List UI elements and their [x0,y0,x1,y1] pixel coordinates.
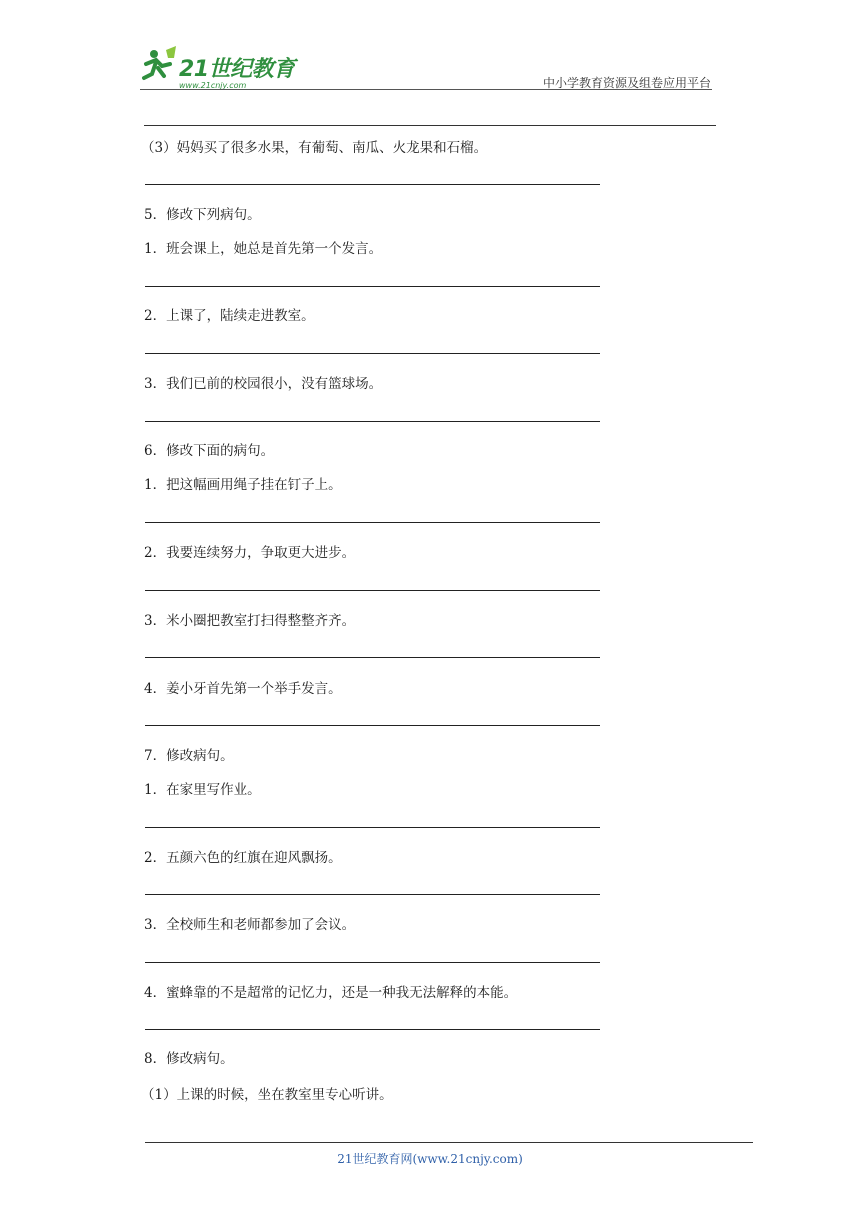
platform-label: 中小学教育资源及组卷应用平台 [542,76,711,90]
question-item: 3．全校师生和老师都参加了会议。 [144,917,356,933]
answer-line[interactable] [145,286,600,287]
question-item: 4．姜小牙首先第一个举手发言。 [144,681,342,697]
question-item: 1．在家里写作业。 [144,782,261,798]
question-item: 2．五颜六色的红旗在迎风飘扬。 [144,850,342,866]
question-heading: 5．修改下列病句。 [144,207,261,223]
answer-line[interactable] [145,894,600,895]
answer-line[interactable] [145,590,600,591]
header-divider [140,89,712,90]
page-header [140,40,715,90]
question-item: 4．蜜蜂靠的不是超常的记忆力，还是一种我无法解释的本能。 [144,985,518,1001]
runner-logo-icon [140,44,180,84]
answer-line[interactable] [145,184,600,185]
question-item: 3．我们已前的校园很小，没有篮球场。 [144,376,383,392]
question-item: 2．我要连续努力，争取更大进步。 [144,545,356,561]
answer-line[interactable] [145,725,600,726]
answer-line[interactable] [145,522,600,523]
question-item: 2．上课了，陆续走进教室。 [144,308,315,324]
logo [140,44,340,92]
footer-text: 21世纪教育网(www.21cnjy.com) [337,1152,523,1166]
question-item: 3．米小圈把教室打扫得整整齐齐。 [144,613,356,629]
answer-line[interactable] [145,421,600,422]
answer-line[interactable] [145,1029,600,1030]
question-heading: 6．修改下面的病句。 [144,443,275,459]
question-item: 1．把这幅画用绳子挂在钉子上。 [144,477,342,493]
question-item: 1．班会课上，她总是首先第一个发言。 [144,241,383,257]
logo-text: 21世纪教育 [179,57,295,82]
question-heading: （1）上课的时候，坐在教室里专心听讲。 [141,1087,393,1103]
question-heading: 7．修改病句。 [144,748,234,764]
answer-line[interactable] [145,657,600,658]
logo-url: www.21cnjy.com [179,81,247,90]
answer-line[interactable] [145,353,600,354]
footer-divider [145,1142,753,1143]
answer-line[interactable] [145,827,600,828]
question-heading: 8．修改病句。 [144,1051,234,1067]
question-top-line [144,125,716,126]
question-item: （3）妈妈买了很多水果，有葡萄、南瓜、火龙果和石榴。 [141,140,488,156]
answer-line[interactable] [145,962,600,963]
